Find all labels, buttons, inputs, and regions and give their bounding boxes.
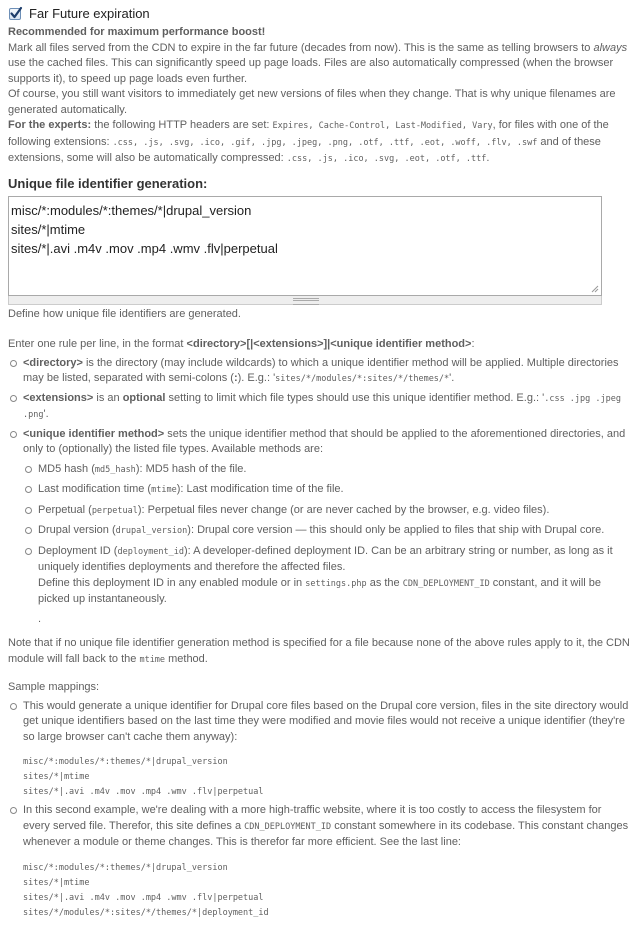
textarea-resize-handle[interactable] xyxy=(8,296,602,305)
sample-code-block xyxy=(23,755,630,800)
uid-line: sites/*|mtime xyxy=(11,222,86,237)
uid-textarea-wrapper xyxy=(8,196,602,306)
rules-description xyxy=(8,337,630,627)
method-mtime: Last modification time (mtime): Last modification time of the file. xyxy=(23,482,630,499)
methods-list xyxy=(23,462,630,608)
list-item: <extensions> is an optional setting to limit which file types should use this unique identifier method. E.g.: '.css .jpg .jpeg .png'. xyxy=(8,391,630,424)
method-deployment-id: Deployment ID (deployment_id): A developer-defined deployment ID. Can be an arbitrary string or number, as long as it uniquely identifies deployments and therefore the affected files. Define this deployment ID in any enabled module or in settings.php as the CDN_DEPLOYMENT_ID constant, and it will be picked up instantaneously. xyxy=(23,544,630,608)
uid-line: misc/*:modules/*:themes/*|drupal_version xyxy=(11,203,252,218)
checkmark-icon xyxy=(9,6,23,20)
samples-label: Sample mappings: xyxy=(8,681,100,693)
uid-section-title: Unique file identifier generation: xyxy=(8,176,208,191)
far-future-label: Far Future expiration xyxy=(29,6,150,22)
code-line: sites/*/modules/*:sites/*/themes/*|deployment_id xyxy=(23,907,269,918)
far-future-description xyxy=(8,25,630,168)
uid-help-text: Define how unique file identifiers are generated. xyxy=(8,308,241,320)
sample-item: In this second example, we're dealing with a more high-traffic website, where it is too costly to access the filesystem for every served file. Therefor, this site defines a CDN_DEPLOYMENT_ID constant somewhere in its codebase. This constant changes whenever a module or theme changes. This is therefor far more efficient. See the last line: misc/*:modules/*:themes/*|drupal_version sites/*|mtime sites/*|.avi .m4v .mov .mp4 .wmv .flv|perpetual sites/*/modules/*:sites/*/themes/*|deployment_id xyxy=(8,803,630,921)
samples-list xyxy=(8,699,630,921)
intro-paragraph: Mark all files served from the CDN to expire in the far future (decades from now). This is the same as telling browsers to always use the cached files. This can significantly speed up page loads. Files are also automatically compressed (when the browser supports it), to speed up page loads even further. xyxy=(8,41,628,85)
recommended-headline: Recommended for maximum performance boost! xyxy=(8,26,266,38)
code-line: sites/*|mtime xyxy=(23,877,90,888)
list-item: <unique identifier method> sets the unique identifier method that should be applied to the aforementioned directories, and only to (optionally) the listed file types. Available methods are: MD5 hash (md5_hash): MD5 hash of the file. Last modification time (mtime): Last modification time of the file. Perpetual (perpetual): Perpetual files never change (or are never cached by the browser, e.g. video files). Drupal version (drupal_version): Drupal core version — this should only be applied to files that ship with Drupal core. Deployment ID (deployment_id): A developer-defined deployment ID. Can be an arbitrary string or number, as long as it uniquely identifies deployments and therefore the affected files. Define this deployment ID in any enabled module or in settings.php as the CDN_DEPLOYMENT_ID constant, and it will be picked up instantaneously. . xyxy=(8,427,630,628)
sample-item: This would generate a unique identifier for Drupal core files based on the Drupal core version, files in the site directory would get unique identifiers based on the last time they were modified and movie files would not receive a unique identifier (they're so large browser can't cache them anyway): misc/*:modules/*:themes/*|drupal_version sites/*|mtime sites/*|.avi .m4v .mov .mp4 .wmv .flv|perpetual xyxy=(8,699,630,801)
uid-line: sites/*|.avi .m4v .mov .mp4 .wmv .flv|perpetual xyxy=(11,241,278,256)
sample-code-block xyxy=(23,861,630,921)
rules-list xyxy=(8,356,630,628)
code-line: sites/*|.avi .m4v .mov .mp4 .wmv .flv|perpetual xyxy=(23,787,264,797)
rules-intro: Enter one rule per line, in the format <directory>[|<extensions>]|<unique identifier method>: xyxy=(8,338,475,350)
fallback-note: Note that if no unique file identifier generation method is specified for a file because none of the above rules apply to it, the CDN module will fall back to the mtime method. xyxy=(8,637,630,665)
new-versions-paragraph: Of course, you still want visitors to immediately get new versions of files when they change. That is why unique filenames are generated automatically. xyxy=(8,88,616,116)
trailing-dot: . xyxy=(38,612,42,625)
list-item: <directory> is the directory (may include wildcards) to which a unique identifier method will be applied. Multiple directories may be listed, separated with semi-colons (:). E.g.: 'sites/*/modules/*:sites/*/themes/*'. xyxy=(8,356,630,388)
code-line: misc/*:modules/*:themes/*|drupal_version xyxy=(23,862,228,873)
code-line: sites/*|.avi .m4v .mov .mp4 .wmv .flv|perpetual xyxy=(23,892,264,903)
uid-rules-textarea[interactable] xyxy=(8,196,602,296)
method-perpetual: Perpetual (perpetual): Perpetual files never change (or are never cached by the browser, e.g. video files). xyxy=(23,503,630,520)
code-line: misc/*:modules/*:themes/*|drupal_version xyxy=(23,757,228,767)
sample-mappings xyxy=(8,680,630,921)
far-future-checkbox[interactable] xyxy=(9,8,21,20)
code-line: sites/*|mtime xyxy=(23,772,90,782)
method-md5: MD5 hash (md5_hash): MD5 hash of the file. xyxy=(23,462,630,479)
method-drupal-version: Drupal version (drupal_version): Drupal core version — this should only be applied to files that ship with Drupal core. xyxy=(23,523,630,540)
experts-paragraph: For the experts: the following HTTP headers are set: Expires, Cache-Control, Last-Modified, Vary, for files with one of the following extensions: .css, .js, .svg, .ico, .gif, .jpg, .jpeg, .png, .otf, .ttf, .eot, .woff, .flv, .swf and of these extensions, some will also be automatically compressed: .css, .js, .ico, .svg, .eot, .otf, .ttf. xyxy=(8,119,609,164)
far-future-checkbox-row[interactable] xyxy=(9,6,150,22)
resize-grip-icon[interactable] xyxy=(591,285,599,293)
